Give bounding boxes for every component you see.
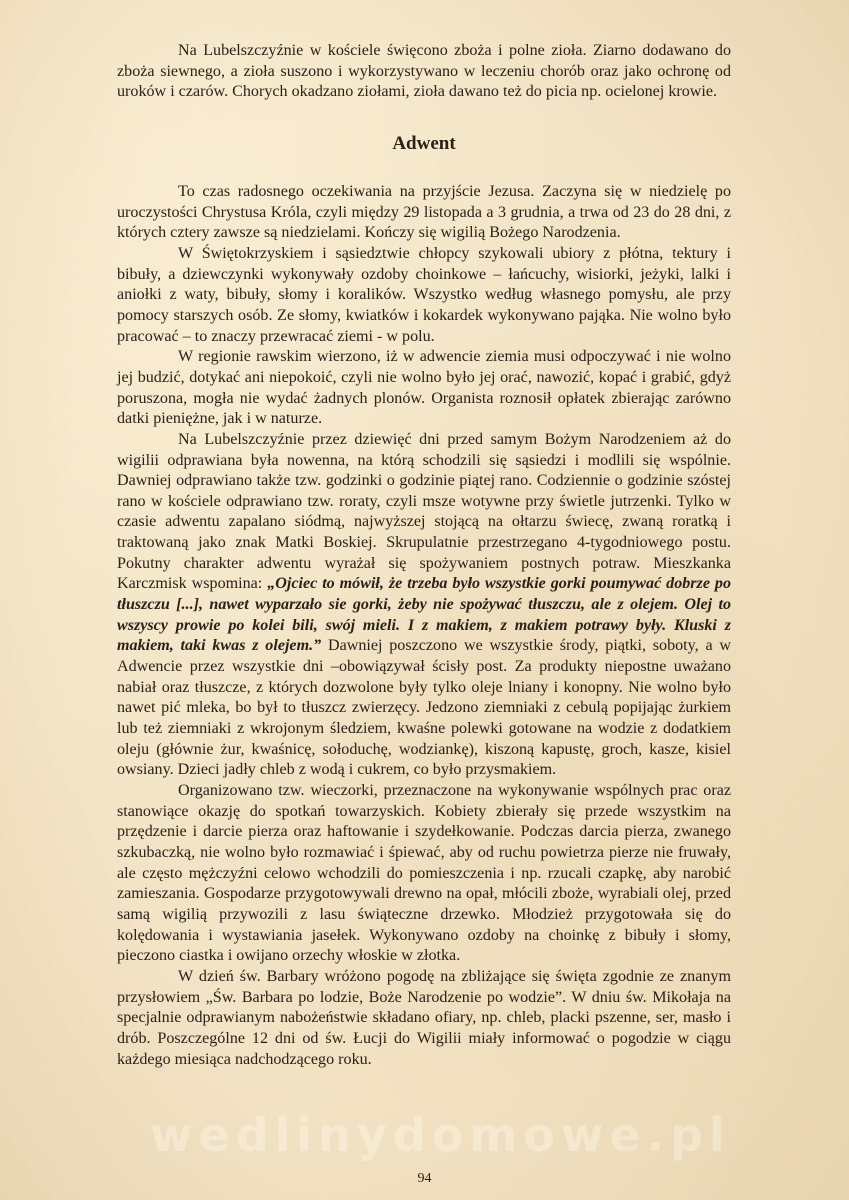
karczmiska-quote: „Ojciec to mówił, że trzeba było wszystkie gorki poumywać dobrze po tłuszczu [...], nawet wyparzało sie gorki, żeby nie spożywać tłuszczu, ale z olejem. Olej to wszyscy prowie po kolei bili, swój mieli. I z makiem, z makiem potrawy były. Kluski z makiem, taki kwas z olejem.” — [117, 575, 731, 655]
section-heading: Adwent — [392, 132, 456, 154]
page-body — [117, 41, 731, 1070]
paragraph-swietokrzyskie: W Świętokrzyskiem i sąsiedztwie chłopcy szykowali ubiory z płótna, tektury i bibuły, a dziewczynki wykonywały ozdoby choinkowe – łańcuchy, wisiorki, jeżyki, lalki i aniołki z waty, bibuły, słomy i koralików. Wszystko według własnego pomysłu, ale przy pomocy starszych osób. Ze słomy, kwiatków i kokardek wykonywano pająka. Nie wolno było pracować – to znaczy przewracać ziemi - w polu. — [117, 244, 731, 345]
paragraph-advent-definition: To czas radosnego oczekiwania na przyjście Jezusa. Zaczyna się w niedzielę po uroczystości Chrystusa Króla, czyli między 29 listopada a 3 grudnia, a trwa od 23 do 28 dni, z których cztery zawsze są niedzielami. Kończy się wigilią Bożego Narodzenia. — [117, 182, 731, 242]
watermark: wedlinydomowe.pl — [150, 1108, 731, 1162]
paragraph-lubelszczyzna-intro: Na Lubelszczyźnie przez dziewięć dni przed samym Bożym Narodzeniem aż do wigilii odprawiana była nowenna, na którą schodzili się sąsiedzi i modlili się wspólnie. Dawniej odprawiano także tzw. godzinki o godzinie piątej rano. Codziennie o godzinie szóstej rano w kościele odprawiano tzw. roraty, czyli msze wotywne przy świetle jutrzenki. Tylko w czasie adwentu zapalano siódmą, najwyższej stojącą na ołtarzu świecę, zwaną roratką i traktowaną jako znak Matki Boskiej. Skrupulatnie przestrzegano 4-tygodniowego postu. Pokutny charakter adwentu wyrażał się spożywaniem postnych potraw. Mieszkanka Karczmisk wspomina: — [117, 430, 731, 593]
paragraph-rawski-region: W regionie rawskim wierzono, iż w adwencie ziemia musi odpoczywać i nie wolno jej budzić, dotykać ani niepokoić, czyli nie wolno było jej orać, nawozić, kopać i grabić, gdyż poruszona, mogła nie wydać żadnych plonów. Organista roznosił opłatek zbierając zarówno datki pieniężne, jak i w naturze. — [117, 348, 731, 428]
paragraph-saints-days: W dzień św. Barbary wróżono pogodę na zbliżające się święta zgodnie ze znanym przysłowiem „Św. Barbara po lodzie, Boże Narodzenie po wodzie”. W dniu św. Mikołaja na specjalnie odprawianym nabożeństwie składano ofiary, np. chleb, placki pszenne, ser, masło i drób. Poszczególne 12 dni od św. Łucji do Wigilii miały informować o pogodzie w ciągu każdego miesiąca nadchodzącego roku. — [117, 967, 731, 1068]
paragraph-intro: Na Lubelszczyźnie w kościele święcono zboża i polne zioła. Ziarno dodawano do zboża siewnego, a zioła suszono i wykorzystywano w leczeniu chorób oraz jako ochronę od uroków i czarów. Chorych okadzano ziołami, zioła dawano też do picia np. ocielonej krowie. — [117, 42, 731, 101]
page-number: 94 — [417, 1171, 432, 1186]
paragraph-lubelszczyzna — [117, 430, 731, 781]
paragraph-lubelszczyzna-fasting: Dawniej poszczono we wszystkie środy, piątki, soboty, a w Adwencie przez wszystkie dni –obowiązywał ścisły post. Za produkty niepostne uważano nabiał oraz tłuszcze, z których dozwolone były tylko oleje lniany i konopny. Nie wolno było nawet pić mleka, bo był to tłuszcz zwierzęcy. Jedzono ziemniaki z cebulą popijając żurkiem lub też ziemniaki z wkrojonym śledziem, kwaśne polewki gotowane na wodzie z dodatkiem oleju (głównie żur, kwaśnicę, sołoduchę, wodziankę), kiszoną kapustę, groch, kasze, kisiel owsiany. Dzieci jadły chleb z wodą i cukrem, co było przysmakiem. — [117, 637, 731, 779]
paragraph-wieczorki: Organizowano tzw. wieczorki, przeznaczone na wykonywanie wspólnych prac oraz stanowiące okazję do spotkań towarzyskich. Kobiety zbierały się przede wszystkim na przędzenie i darcie pierza oraz haftowanie i szydełkowanie. Podczas darcia pierza, zwanego szkubaczką, nie wolno było rozmawiać i śpiewać, aby od ruchu powietrza pierze nie fruwały, ale często mężczyźni celowo wchodzili do pomieszczenia i np. rzucali czapkę, aby narobić zamieszania. Gospodarze przygotowywali drewno na opał, młócili zboże, wyrabiali olej, przed samą wigilią przywozili z lasu świąteczne drzewko. Młodzież przygotowała się do kolędowania i wystawiania jasełek. Wykonywano ozdoby na choinkę z bibuły i słomy, pieczono ciastka i owijano orzechy włoskie w złotka. — [117, 782, 731, 965]
